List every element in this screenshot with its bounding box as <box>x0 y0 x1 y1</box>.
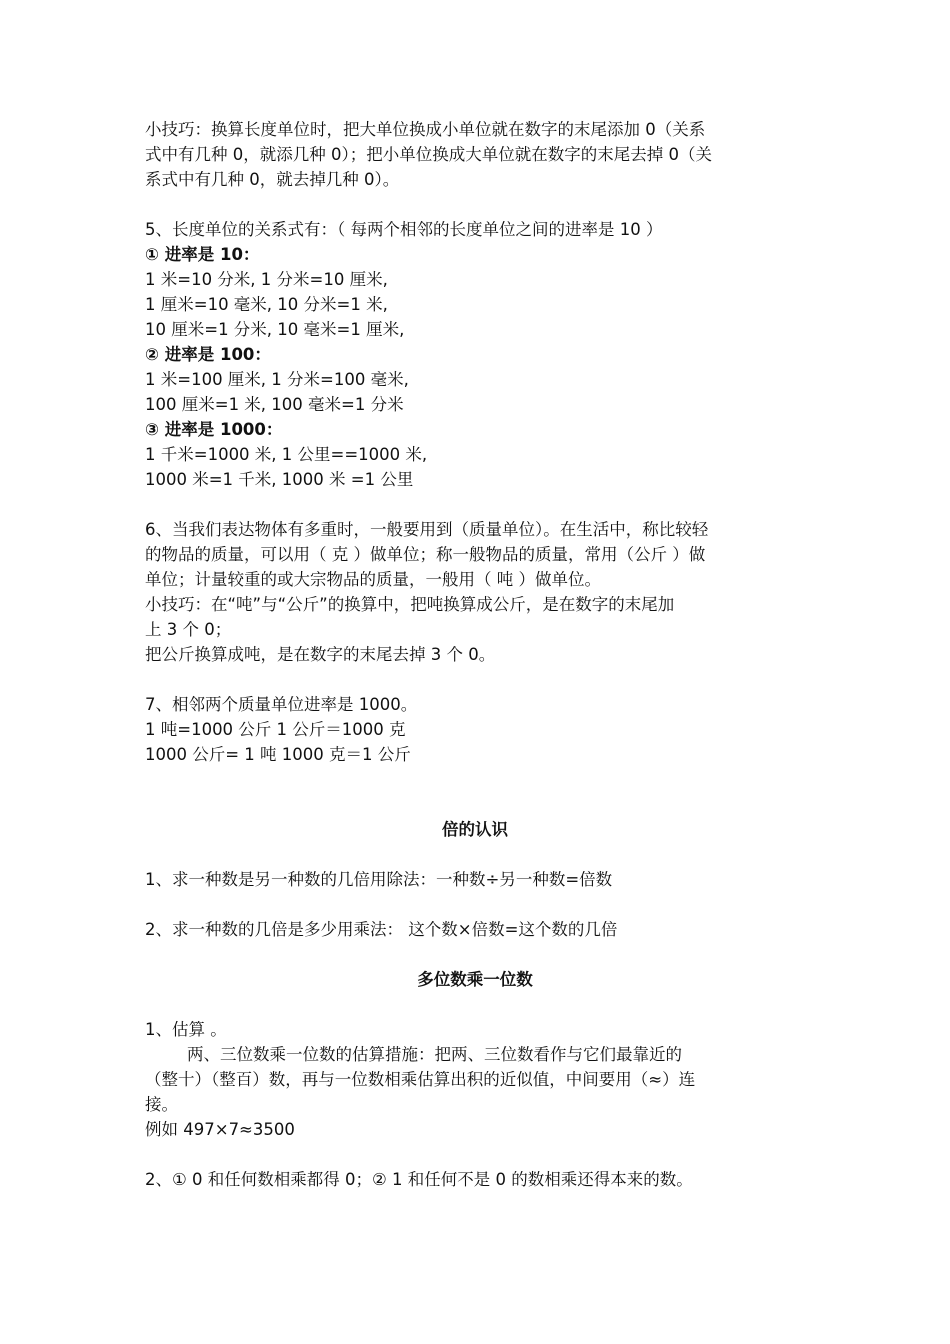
rate100-label: ② 进率是 100： <box>145 345 271 364</box>
spacer <box>145 842 825 867</box>
section-heading-beishu: 倍的认识 <box>442 820 508 839</box>
multiply-item1-example: 例如 497×7≈3500 <box>145 1120 295 1139</box>
section6-line-1: 6、当我们表达物体有多重时，一般要用到（质量单位）。在生活中，称比较轻 <box>145 520 709 539</box>
tip-line-2: 式中有几种 0，就添几种 0）；把小单位换成大单位就在数字的末尾去掉 0（关 <box>145 145 712 164</box>
spacer <box>145 892 825 917</box>
multiply-item-2: 2、① 0 和任何数相乘都得 0；② 1 和任何不是 0 的数相乘还得本来的数。 <box>145 1170 693 1189</box>
section6-line-4: 小技巧：在“吨”与“公斤”的换算中，把吨换算成公斤，是在数字的末尾加 <box>145 595 675 614</box>
section5-title: 5、长度单位的关系式有：（ 每两个相邻的长度单位之间的进率是 10 ） <box>145 220 663 239</box>
section6-line-6: 把公斤换算成吨，是在数字的末尾去掉 3 个 0。 <box>145 645 496 664</box>
spacer <box>145 192 825 217</box>
section7-line-3: 1000 公斤= 1 吨 1000 克＝1 公斤 <box>145 745 411 764</box>
spacer <box>145 667 825 692</box>
document-page <box>145 117 825 1192</box>
section7-line-1: 7、相邻两个质量单位进率是 1000。 <box>145 695 418 714</box>
multiply-item1-line-2: （整十）（整百）数，再与一位数相乘估算出积的近似值，中间要用（≈）连 <box>145 1070 696 1089</box>
rate10-line-1: 1 米=10 分米, 1 分米=10 厘米, <box>145 270 388 289</box>
spacer <box>145 942 825 967</box>
spacer <box>145 492 825 517</box>
section7-line-2: 1 吨=1000 公斤 1 公斤＝1000 克 <box>145 720 406 739</box>
rate1000-label: ③ 进率是 1000： <box>145 420 283 439</box>
rate10-line-2: 1 厘米=10 毫米, 10 分米=1 米, <box>145 295 388 314</box>
spacer <box>145 767 825 792</box>
section6-line-3: 单位；计量较重的或大宗物品的质量，一般用（ 吨 ）做单位。 <box>145 570 601 589</box>
section6-line-5: 上 3 个 0； <box>145 620 232 639</box>
multiply-item1-line-3: 接。 <box>145 1095 178 1114</box>
spacer <box>145 1142 825 1167</box>
multiply-item1-title: 1、估算 。 <box>145 1020 227 1039</box>
tip-line-1: 小技巧：换算长度单位时，把大单位换成小单位就在数字的末尾添加 0（关系 <box>145 120 706 139</box>
spacer <box>145 992 825 1017</box>
rate10-line-3: 10 厘米=1 分米, 10 毫米=1 厘米, <box>145 320 405 339</box>
rate10-label: ① 进率是 10： <box>145 245 260 264</box>
multiply-item1-line-1: 两、三位数乘一位数的估算措施：把两、三位数看作与它们最靠近的 <box>187 1045 682 1064</box>
rate1000-line-2: 1000 米=1 千米, 1000 米 =1 公里 <box>145 470 414 489</box>
beishu-item-1: 1、求一种数是另一种数的几倍用除法：一种数÷另一种数=倍数 <box>145 870 613 889</box>
rate1000-line-1: 1 千米=1000 米, 1 公里==1000 米, <box>145 445 428 464</box>
tip-line-3: 系式中有几种 0，就去掉几种 0）。 <box>145 170 400 189</box>
beishu-item-2: 2、求一种数的几倍是多少用乘法： 这个数×倍数=这个数的几倍 <box>145 920 618 939</box>
rate100-line-1: 1 米=100 厘米, 1 分米=100 毫米, <box>145 370 409 389</box>
section-heading-multiply: 多位数乘一位数 <box>417 970 533 989</box>
spacer <box>145 792 825 817</box>
section6-line-2: 的物品的质量，可以用（ 克 ）做单位；称一般物品的质量，常用（公斤 ）做 <box>145 545 706 564</box>
rate100-line-2: 100 厘米=1 米, 100 毫米=1 分米 <box>145 395 404 414</box>
